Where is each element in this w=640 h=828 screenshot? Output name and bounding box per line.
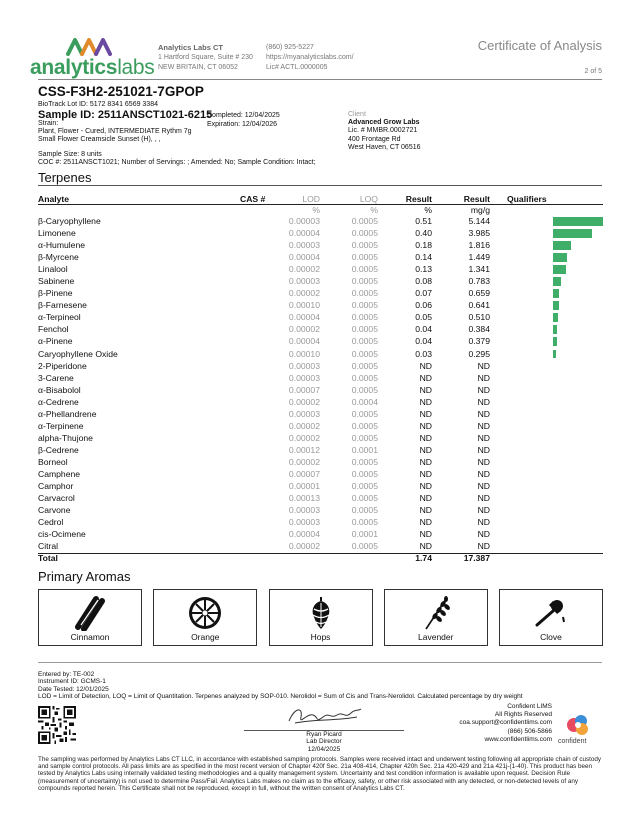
lab-phone: (860) 925-5227 xyxy=(266,44,314,51)
result-pct: 0.05 xyxy=(415,312,432,323)
result-bar xyxy=(553,301,559,310)
loq-value: 0.0001 xyxy=(351,529,378,540)
analyte-name: Caryophyllene Oxide xyxy=(38,348,118,359)
lod-value: 0.00002 xyxy=(288,396,320,407)
result-pct: 0.03 xyxy=(415,348,432,359)
result-bar xyxy=(553,265,566,274)
aroma-card xyxy=(38,589,142,646)
loq-value: 0.0005 xyxy=(351,216,378,226)
lab-name: Analytics Labs CT xyxy=(158,43,224,52)
table-row xyxy=(38,240,603,252)
lod-value: 0.00003 xyxy=(288,505,320,516)
aroma-card xyxy=(269,589,373,646)
signer-info xyxy=(244,731,404,753)
analyte-name: α-Terpinene xyxy=(38,420,84,431)
result-mg: ND xyxy=(477,408,490,419)
result-pct: ND xyxy=(419,360,432,371)
page-number: 2 of 5 xyxy=(584,68,602,75)
header-analyte: Analyte xyxy=(38,194,70,204)
aroma-label: Lavender xyxy=(418,632,454,642)
result-pct: 0.06 xyxy=(415,300,432,311)
loq-value: 0.0005 xyxy=(351,360,378,371)
total-label: Total xyxy=(38,553,58,564)
result-pct: 0.07 xyxy=(415,288,432,299)
table-row xyxy=(38,385,603,397)
biotrack-lot-id: BioTrack Lot ID: 5172 8341 6569 3384 xyxy=(38,101,158,108)
loq-value: 0.0005 xyxy=(351,348,378,359)
result-pct: 0.04 xyxy=(415,336,432,347)
lab-info xyxy=(158,43,253,73)
analyte-name: Limonene xyxy=(38,228,76,239)
result-mg: ND xyxy=(477,493,490,504)
result-bar xyxy=(553,229,592,238)
result-pct: 0.18 xyxy=(415,240,432,251)
analyte-name: Citral xyxy=(38,541,59,552)
result-pct: ND xyxy=(419,541,432,552)
definitions: LOD = Limit of Detection, LOQ = Limit of Quantitation. Terpenes analyzed by SOP-010. Nerolidol = Sum of Cis and Trans-Nerolidol. Calculated percentage by dry weight xyxy=(38,693,523,701)
result-pct: ND xyxy=(419,481,432,492)
lims-info xyxy=(459,703,552,744)
lavender-icon xyxy=(416,595,456,631)
strain-label: Strain: xyxy=(38,120,59,127)
completed-date: Completed: 12/04/2025 xyxy=(207,112,280,119)
expiration-date: Expiration: 12/04/2026 xyxy=(207,121,278,128)
client-name: Advanced Grow Labs xyxy=(348,119,420,127)
analyte-name: β-Pinene xyxy=(38,288,73,299)
result-pct: ND xyxy=(419,505,432,516)
loq-value: 0.0005 xyxy=(351,541,378,552)
analyte-name: β-Cedrene xyxy=(38,444,79,455)
result-pct: ND xyxy=(419,468,432,479)
loq-value: 0.0005 xyxy=(351,324,378,335)
lod-value: 0.00002 xyxy=(288,264,320,275)
result-mg: ND xyxy=(477,420,490,431)
result-bar xyxy=(553,241,571,250)
result-pct: 0.08 xyxy=(415,276,432,287)
analyte-name: α-Phellandrene xyxy=(38,408,97,419)
analyte-name: Camphene xyxy=(38,468,81,479)
table-body xyxy=(38,216,603,553)
result-mg: 1.816 xyxy=(468,240,490,251)
lod-value: 0.00002 xyxy=(288,324,320,335)
result-pct: ND xyxy=(419,420,432,431)
cinnamon-icon xyxy=(70,595,110,631)
result-mg: ND xyxy=(477,517,490,528)
loq-value: 0.0005 xyxy=(351,505,378,516)
result-mg: ND xyxy=(477,384,490,395)
analyte-name: Linalool xyxy=(38,264,68,275)
table-row xyxy=(38,288,603,300)
result-mg: 0.384 xyxy=(468,324,490,335)
lab-license: Lic# ACTL.0000005 xyxy=(266,64,328,71)
loq-value: 0.0005 xyxy=(351,372,378,383)
loq-value: 0.0005 xyxy=(351,228,378,239)
total-mg: 17.387 xyxy=(463,553,490,564)
sample-size-info xyxy=(38,151,316,167)
analyte-name: α-Pinene xyxy=(38,336,73,347)
table-row xyxy=(38,216,603,228)
analyte-name: 3-Carene xyxy=(38,372,74,383)
result-pct: 0.51 xyxy=(415,216,432,226)
loq-value: 0.0005 xyxy=(351,240,378,251)
header-divider xyxy=(38,79,602,80)
analyte-name: α-Terpineol xyxy=(38,312,81,323)
aroma-label: Hops xyxy=(310,632,331,642)
analyte-name: Cedrol xyxy=(38,517,64,528)
lod-value: 0.00010 xyxy=(288,348,320,359)
lod-value: 0.00004 xyxy=(288,336,320,347)
lod-value: 0.00003 xyxy=(288,372,320,383)
table-row xyxy=(38,252,603,264)
loq-value: 0.0005 xyxy=(351,468,378,479)
lod-value: 0.00002 xyxy=(288,541,320,552)
client-license: Lic. # MMBR.0002721 xyxy=(348,127,418,135)
lod-value: 0.00013 xyxy=(288,493,320,504)
result-mg: ND xyxy=(477,529,490,540)
header-result-pct: Result xyxy=(405,194,432,204)
result-pct: 0.14 xyxy=(415,252,432,263)
header-loq: LOQ xyxy=(359,194,378,204)
analytics-labs-logo-text: analyticslabs xyxy=(30,56,155,79)
aroma-card xyxy=(384,589,488,646)
result-pct: ND xyxy=(419,517,432,528)
orange-icon xyxy=(185,595,225,631)
instrument-id: Instrument ID: GCMS-1 xyxy=(38,678,106,686)
table-row xyxy=(38,409,603,421)
result-mg: 0.641 xyxy=(468,300,490,311)
entered-by: Entered by: TE-002 xyxy=(38,671,95,678)
result-mg: 1.449 xyxy=(468,252,490,263)
hops-icon xyxy=(301,595,341,631)
unit-lod: % xyxy=(312,205,320,215)
result-pct: ND xyxy=(419,444,432,455)
lod-value: 0.00007 xyxy=(288,384,320,395)
result-pct: 0.04 xyxy=(415,324,432,335)
result-pct: ND xyxy=(419,529,432,540)
loq-value: 0.0005 xyxy=(351,312,378,323)
table-row xyxy=(38,457,603,469)
aroma-label: Cinnamon xyxy=(70,632,110,642)
result-pct: ND xyxy=(419,372,432,383)
lod-value: 0.00004 xyxy=(288,252,320,263)
terpenes-divider xyxy=(38,185,602,186)
table-row xyxy=(38,481,603,493)
table-row xyxy=(38,421,603,433)
header-cas: CAS # xyxy=(240,194,266,204)
table-row xyxy=(38,336,603,348)
loq-value: 0.0005 xyxy=(351,264,378,275)
result-mg: 5.144 xyxy=(468,216,490,226)
result-bar xyxy=(553,350,556,359)
header-qualifiers: Qualifiers xyxy=(507,194,547,204)
lod-value: 0.00003 xyxy=(288,517,320,528)
director-signature xyxy=(285,703,365,729)
sample-size: Sample Size: 8 units xyxy=(38,151,102,158)
signer-title: Lab Director xyxy=(306,738,342,746)
loq-value: 0.0001 xyxy=(351,444,378,455)
sample-id: Sample ID: 2511ANSCT1021-6215 xyxy=(38,109,213,121)
lod-value: 0.00007 xyxy=(288,468,320,479)
table-row xyxy=(38,397,603,409)
signer-name: Ryan Picard xyxy=(306,731,342,738)
test-notes xyxy=(38,671,523,701)
confident-logo xyxy=(560,712,600,746)
legal-disclaimer: The sampling was performed by Analytics Labs CT LLC, in accordance with established sampling protocols. Samples were received intact and underwent testing following all appropriate chain of custody and sample control protocols. All pass limits are as specified in the most recent version of Chapter 420f Sec. 21a 408-414, Chapter 420h Sec. 21a 420-429 and 21a 421j-(1-40). This product has been tested by Analytics Labs using internally validated testing methodologies and a quality management system. Uncertainty and test condition information is available upon request. Decision Rule (measurement of uncertainty) is not used to determine Pass/Fail. Analytics Labs makes no claim as to the efficacy, safety, or other risk associated with any detected, or non-detected levels of any compounds reported herein. This Certificate shall not be reproduced, except in full, without the written consent of Analytics Labs CT. xyxy=(38,756,602,792)
table-row xyxy=(38,493,603,505)
lod-value: 0.00003 xyxy=(288,216,320,226)
analyte-name: α-Humulene xyxy=(38,240,86,251)
client-address-2: West Haven, CT 06516 xyxy=(348,143,421,151)
table-row xyxy=(38,276,603,288)
confident-logo-text: confident xyxy=(558,738,587,745)
loq-value: 0.0005 xyxy=(351,252,378,263)
loq-value: 0.0005 xyxy=(351,517,378,528)
lims-phone: (866) 506-5866 xyxy=(507,727,552,735)
result-bar xyxy=(553,325,557,334)
client-address-1: 400 Frontage Rd xyxy=(348,135,401,143)
analyte-name: alpha-Thujone xyxy=(38,432,93,443)
result-mg: 0.659 xyxy=(468,288,490,299)
result-pct: ND xyxy=(419,456,432,467)
analyte-name: Camphor xyxy=(38,481,74,492)
sample-code: CSS-F3H2-251021-7GPOP xyxy=(38,84,204,99)
analyte-name: 2-Piperidone xyxy=(38,360,87,371)
table-row xyxy=(38,529,603,541)
table-row xyxy=(38,517,603,529)
table-row xyxy=(38,505,603,517)
clove-icon xyxy=(531,595,571,631)
analyte-name: Carvacrol xyxy=(38,493,75,504)
lims-rights: All Rights Reserved xyxy=(494,711,552,719)
lod-value: 0.00001 xyxy=(288,481,320,492)
unit-result-pct: % xyxy=(424,205,432,215)
units-row xyxy=(38,205,603,216)
aroma-card xyxy=(499,589,603,646)
signature-date: 12/04/2025 xyxy=(307,745,341,753)
analyte-name: Sabinene xyxy=(38,276,75,287)
result-bar xyxy=(553,313,558,322)
aroma-card xyxy=(153,589,257,646)
loq-value: 0.0005 xyxy=(351,456,378,467)
result-pct: ND xyxy=(419,432,432,443)
table-row xyxy=(38,300,603,312)
result-mg: 0.379 xyxy=(468,336,490,347)
loq-value: 0.0005 xyxy=(351,420,378,431)
result-bar xyxy=(553,253,567,262)
table-row xyxy=(38,373,603,385)
lod-value: 0.00002 xyxy=(288,432,320,443)
unit-result-mg: mg/g xyxy=(470,205,490,215)
client-info xyxy=(348,111,421,152)
loq-value: 0.0005 xyxy=(351,384,378,395)
lod-value: 0.00002 xyxy=(288,420,320,431)
aromas-row xyxy=(38,589,603,646)
lab-website-link[interactable]: https://myanalyticslabs.com/ xyxy=(266,54,354,61)
analyte-name: β-Farnesene xyxy=(38,300,87,311)
lims-website[interactable]: www.confidentlims.com xyxy=(484,735,552,743)
result-mg: ND xyxy=(477,444,490,455)
lod-value: 0.00004 xyxy=(288,228,320,239)
result-mg: 3.985 xyxy=(468,228,490,239)
lab-contact xyxy=(266,43,354,73)
table-row xyxy=(38,433,603,445)
lod-value: 0.00004 xyxy=(288,529,320,540)
result-bar xyxy=(553,289,559,298)
analyte-name: Carvone xyxy=(38,505,71,516)
result-mg: ND xyxy=(477,396,490,407)
result-pct: ND xyxy=(419,408,432,419)
result-pct: 0.40 xyxy=(415,228,432,239)
result-pct: ND xyxy=(419,384,432,395)
lod-value: 0.00003 xyxy=(288,360,320,371)
lab-address-1: 1 Hartford Square, Suite # 230 xyxy=(158,54,253,61)
date-tested: Date Tested: 12/01/2025 xyxy=(38,685,109,693)
lims-email[interactable]: coa.support@confidentlims.com xyxy=(459,719,552,727)
client-label: Client xyxy=(348,111,366,118)
result-bar xyxy=(553,337,557,346)
result-bar xyxy=(553,277,561,286)
sample-matrix: Plant, Flower - Cured, INTERMEDIATE Rythm 7g xyxy=(38,128,192,136)
notes-divider xyxy=(38,662,602,663)
lab-address-2: NEW BRITAIN, CT 06052 xyxy=(158,64,238,71)
analytics-labs-logo-icon xyxy=(66,36,112,56)
aroma-label: Clove xyxy=(540,632,562,642)
result-mg: ND xyxy=(477,468,490,479)
loq-value: 0.0005 xyxy=(351,481,378,492)
lod-value: 0.00003 xyxy=(288,276,320,287)
result-mg: 0.783 xyxy=(468,276,490,287)
header-result-mg: Result xyxy=(463,194,490,204)
loq-value: 0.0005 xyxy=(351,288,378,299)
analyte-name: Borneol xyxy=(38,456,68,467)
aromas-section-title: Primary Aromas xyxy=(38,569,131,584)
lod-value: 0.00002 xyxy=(288,456,320,467)
analyte-name: β-Caryophyllene xyxy=(38,216,101,226)
result-mg: ND xyxy=(477,456,490,467)
lod-value: 0.00002 xyxy=(288,288,320,299)
result-mg: ND xyxy=(477,505,490,516)
table-row xyxy=(38,228,603,240)
result-pct: ND xyxy=(419,493,432,504)
lod-value: 0.00003 xyxy=(288,240,320,251)
lod-value: 0.00012 xyxy=(288,444,320,455)
result-mg: ND xyxy=(477,541,490,552)
unit-loq: % xyxy=(370,205,378,215)
analyte-name: Fenchol xyxy=(38,324,69,335)
header-lod: LOD xyxy=(302,194,320,204)
table-row xyxy=(38,264,603,276)
result-mg: 0.295 xyxy=(468,348,490,359)
table-row xyxy=(38,349,603,361)
result-mg: ND xyxy=(477,360,490,371)
analyte-name: α-Cedrene xyxy=(38,396,79,407)
lims-name: Confident LIMS xyxy=(507,703,552,710)
loq-value: 0.0005 xyxy=(351,336,378,347)
table-row xyxy=(38,469,603,481)
table-row xyxy=(38,541,603,553)
result-mg: ND xyxy=(477,372,490,383)
result-mg: 1.341 xyxy=(468,264,490,275)
table-row xyxy=(38,361,603,373)
loq-value: 0.0005 xyxy=(351,300,378,311)
analyte-name: β-Myrcene xyxy=(38,252,79,263)
analyte-name: α-Bisabolol xyxy=(38,384,81,395)
loq-value: 0.0005 xyxy=(351,493,378,504)
lod-value: 0.00010 xyxy=(288,300,320,311)
total-row xyxy=(38,553,603,565)
document-title: Certificate of Analysis xyxy=(477,38,602,53)
table-row xyxy=(38,445,603,457)
lod-value: 0.00004 xyxy=(288,312,320,323)
coc-info: COC #: 2511ANSCT1021; Number of Servings: ; Amended: No; Sample Condition: Intact; xyxy=(38,159,316,167)
terpenes-section-title: Terpenes xyxy=(38,170,92,185)
table-row xyxy=(38,312,603,324)
product-name: Small Flower Creamsicle Sunset (H), , , xyxy=(38,136,161,144)
sample-dates xyxy=(207,111,280,129)
result-mg: ND xyxy=(477,481,490,492)
strain-info xyxy=(38,120,192,145)
result-pct: 0.13 xyxy=(415,264,432,275)
aroma-label: Orange xyxy=(191,632,220,642)
total-pct: 1.74 xyxy=(415,553,432,564)
result-mg: 0.510 xyxy=(468,312,490,323)
result-mg: ND xyxy=(477,432,490,443)
result-pct: ND xyxy=(419,396,432,407)
qr-code-icon[interactable] xyxy=(38,706,76,744)
loq-value: 0.0005 xyxy=(351,432,378,443)
confident-logo-icon xyxy=(560,712,600,738)
lod-value: 0.00003 xyxy=(288,408,320,419)
result-bar xyxy=(553,217,603,226)
analyte-name: cis-Ocimene xyxy=(38,529,86,540)
terpenes-table xyxy=(38,194,603,565)
table-row xyxy=(38,324,603,336)
loq-value: 0.0005 xyxy=(351,276,378,287)
loq-value: 0.0004 xyxy=(351,396,378,407)
loq-value: 0.0005 xyxy=(351,408,378,419)
